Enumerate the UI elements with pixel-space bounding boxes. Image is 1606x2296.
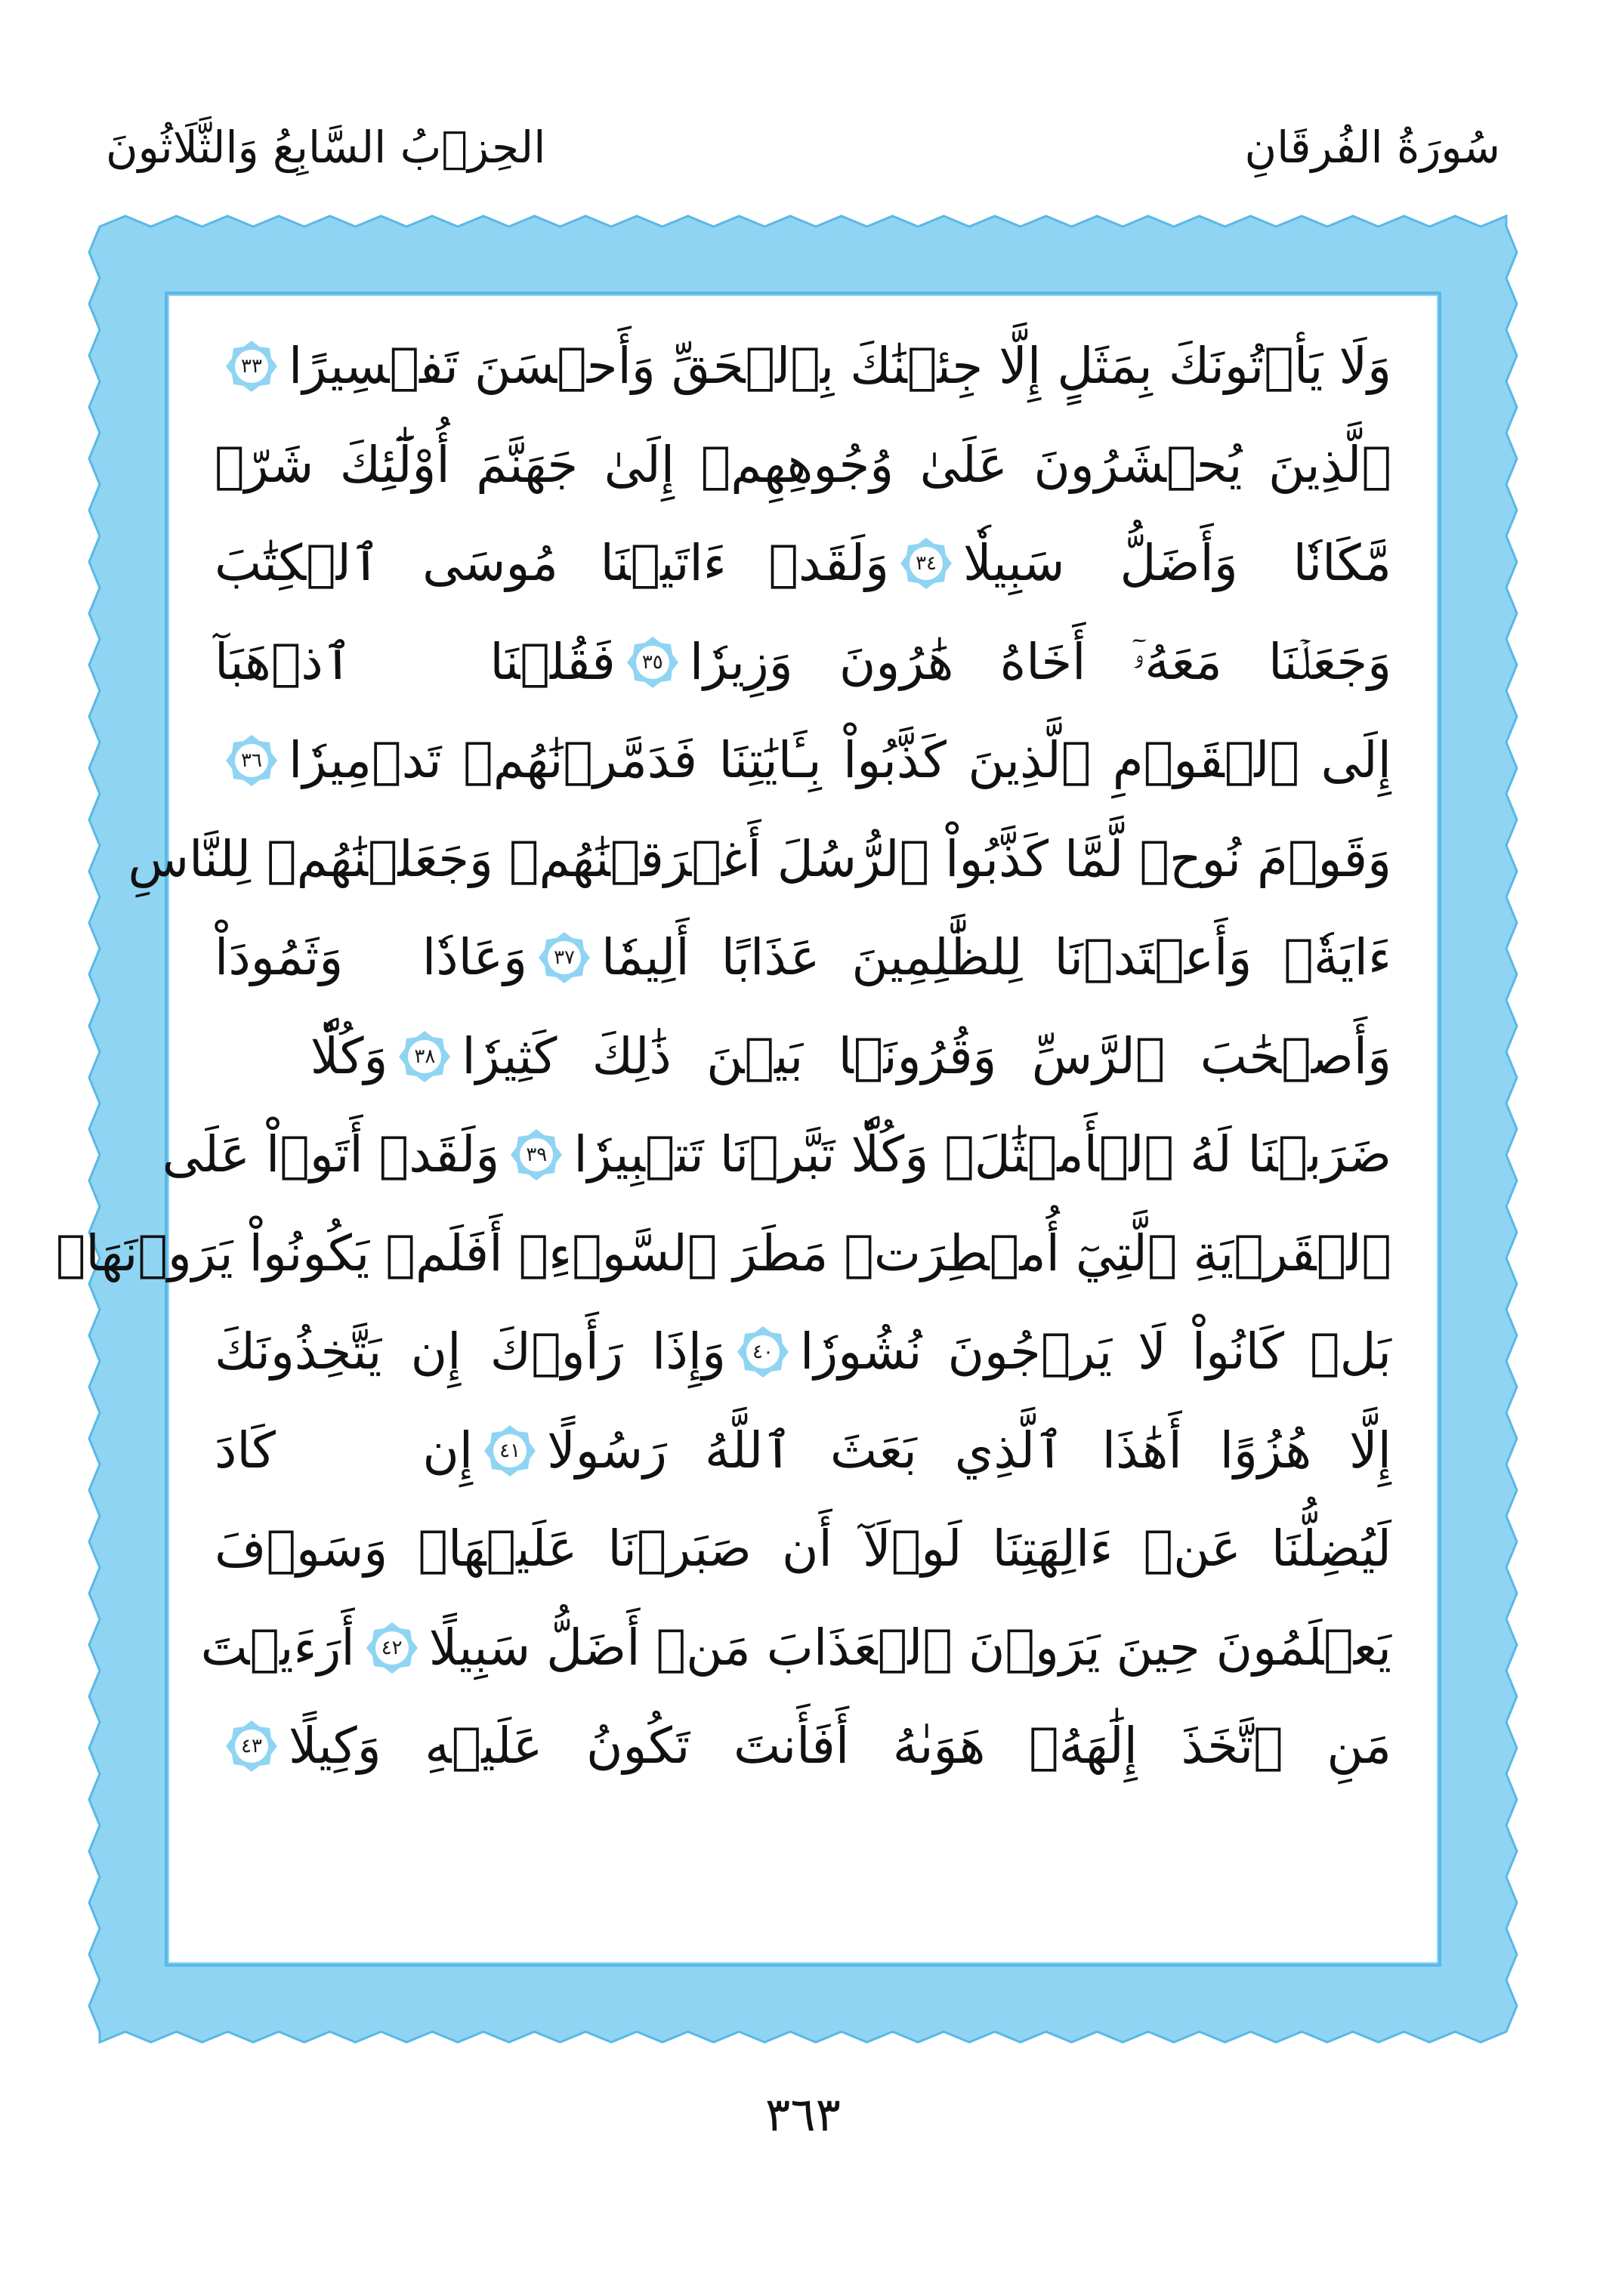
ayah-number: ٣٧	[554, 946, 575, 970]
verse-line	[55, 1205, 1391, 1304]
verse-text: يَعۡلَمُونَ حِينَ يَرَوۡنَ ٱلۡعَذَابَ مَنۡ أَضَلُّ سَبِيلًا	[428, 1618, 1391, 1677]
ayah-number: ٣٨	[414, 1045, 436, 1068]
verse-text: ءَايَةٗۖ وَأَعۡتَدۡنَا لِلظَّٰلِمِينَ عَذَابًا أَلِيمٗا	[601, 928, 1391, 987]
verse-line	[215, 514, 1391, 613]
ayah-number: ٣٤	[916, 552, 937, 576]
verse-text: مَنِ ٱتَّخَذَ إِلَٰهَهُۥ هَوَىٰهُ أَفَأَنتَ تَكُونُ عَلَيۡهِ وَكِيلًا	[289, 1717, 1391, 1776]
verse-line	[215, 1697, 1391, 1796]
verse-text: ٱلَّذِينَ يُحۡشَرُونَ عَلَىٰ وُجُوهِهِمۡ إِلَىٰ جَهَنَّمَ أُوْلَٰٓئِكَ شَرّٞ	[215, 435, 1391, 494]
hizb-name: الحِزۡبُ السَّابِعُ وَالثَّلَاثُونَ	[106, 122, 546, 173]
ayah-number-marker	[626, 636, 679, 689]
verse-text: ضَرَبۡنَا لَهُ ٱلۡأَمۡثَٰلَۖ وَكُلّٗا تَبَّرۡنَا تَتۡبِيرٗا	[573, 1125, 1391, 1184]
decorative-frame	[55, 211, 1521, 2047]
verse-line	[162, 1106, 1391, 1205]
verse-line	[215, 711, 1391, 810]
page-header	[106, 113, 1500, 181]
ayah-number: ٤٠	[752, 1341, 774, 1364]
verse-line	[215, 317, 1391, 416]
ayah-number-marker	[483, 1424, 536, 1477]
verse-line	[128, 810, 1391, 909]
ayah-number-marker	[225, 1720, 278, 1773]
verse-text: وَعَادٗا وَثَمُودَاْ	[215, 928, 528, 987]
verse-text: أَرَءَيۡتَ	[200, 1618, 355, 1677]
verse-text: ٱلۡقَرۡيَةِ ٱلَّتِيٓ أُمۡطِرَتۡ مَطَرَ ٱلسَّوۡءِۚ أَفَلَمۡ يَكُونُواْ يَرَوۡنَهَاۚ	[55, 1224, 1391, 1282]
verse-line	[215, 909, 1391, 1008]
verse-text: وَأَصۡحَٰبَ ٱلرَّسِّ وَقُرُونَۢا بَيۡنَ ذَٰلِكَ كَثِيرٗا	[462, 1026, 1391, 1085]
ayah-number-marker	[737, 1325, 789, 1378]
ayah-number: ٤٢	[381, 1636, 403, 1659]
verse-text: بَلۡ كَانُواْ لَا يَرۡجُونَ نُشُورٗا	[800, 1322, 1391, 1381]
verse-line	[215, 1500, 1391, 1599]
verse-text: إِن كَادَ	[215, 1421, 474, 1480]
verse-text: وَلَا يَأۡتُونَكَ بِمَثَلٍ إِلَّا جِئۡنَٰكَ بِٱلۡحَقِّ وَأَحۡسَنَ تَفۡسِيرًا	[289, 337, 1391, 396]
verse-line	[215, 1008, 1391, 1106]
verse-line	[215, 613, 1391, 712]
text-panel	[55, 296, 1437, 1962]
verse-lines	[55, 317, 1391, 1796]
verse-text: وَجَعَلۡنَا مَعَهُۥٓ أَخَاهُ هَٰرُونَ وَزِيرٗا	[689, 632, 1391, 691]
verse-text: وَقَوۡمَ نُوحٖ لَّمَّا كَذَّبُواْ ٱلرُّسُلَ أَغۡرَقۡنَٰهُمۡ وَجَعَلۡنَٰهُمۡ لِلنَّاسِ	[128, 829, 1391, 888]
ayah-number-marker	[510, 1128, 563, 1181]
ayah-number-marker	[225, 734, 278, 787]
ayah-number: ٣٩	[526, 1143, 548, 1167]
verse-text: وَلَقَدۡ ءَاتَيۡنَا مُوسَى ٱلۡكِتَٰبَ	[215, 534, 890, 593]
verse-line	[215, 1303, 1391, 1402]
ayah-number-marker	[398, 1030, 451, 1083]
surah-name: سُورَةُ الفُرقَانِ	[1244, 122, 1500, 173]
verse-text: إِلَّا هُزُوًا أَهَٰذَا ٱلَّذِي بَعَثَ ٱللَّهُ رَسُولًا	[547, 1421, 1391, 1480]
ayah-number-marker	[900, 537, 953, 590]
verse-text: لَيُضِلُّنَا عَنۡ ءَالِهَتِنَا لَوۡلَآ أَن صَبَرۡنَا عَلَيۡهَاۚ وَسَوۡفَ	[215, 1520, 1391, 1578]
ayah-number: ٣٣	[241, 355, 262, 378]
ayah-number: ٤٣	[241, 1735, 262, 1758]
ayah-number: ٣٥	[641, 650, 663, 674]
ayah-number: ٤١	[499, 1439, 521, 1462]
verse-line	[215, 1402, 1391, 1501]
ayah-number-marker	[538, 931, 591, 984]
verse-text: وَإِذَا رَأَوۡكَ إِن يَتَّخِذُونَكَ	[214, 1322, 726, 1381]
ayah-number-marker	[225, 340, 278, 393]
verse-text: وَكُلّٗا	[310, 1026, 388, 1085]
ayah-number: ٣٦	[241, 749, 262, 773]
verse-text: إِلَى ٱلۡقَوۡمِ ٱلَّذِينَ كَذَّبُواْ بِـَٔايَٰتِنَا فَدَمَّرۡنَٰهُمۡ تَدۡمِيرٗا	[289, 731, 1391, 790]
verse-text: فَقُلۡنَا ٱذۡهَبَآ	[214, 632, 616, 691]
verse-text: وَلَقَدۡ أَتَوۡاْ عَلَى	[162, 1125, 500, 1184]
verse-line	[215, 416, 1391, 515]
verse-line	[200, 1599, 1391, 1698]
page-number: ٣٦٣	[765, 2087, 841, 2142]
ayah-number-marker	[366, 1622, 418, 1674]
verse-text: مَّكَانٗا وَأَضَلُّ سَبِيلٗا	[963, 534, 1391, 593]
